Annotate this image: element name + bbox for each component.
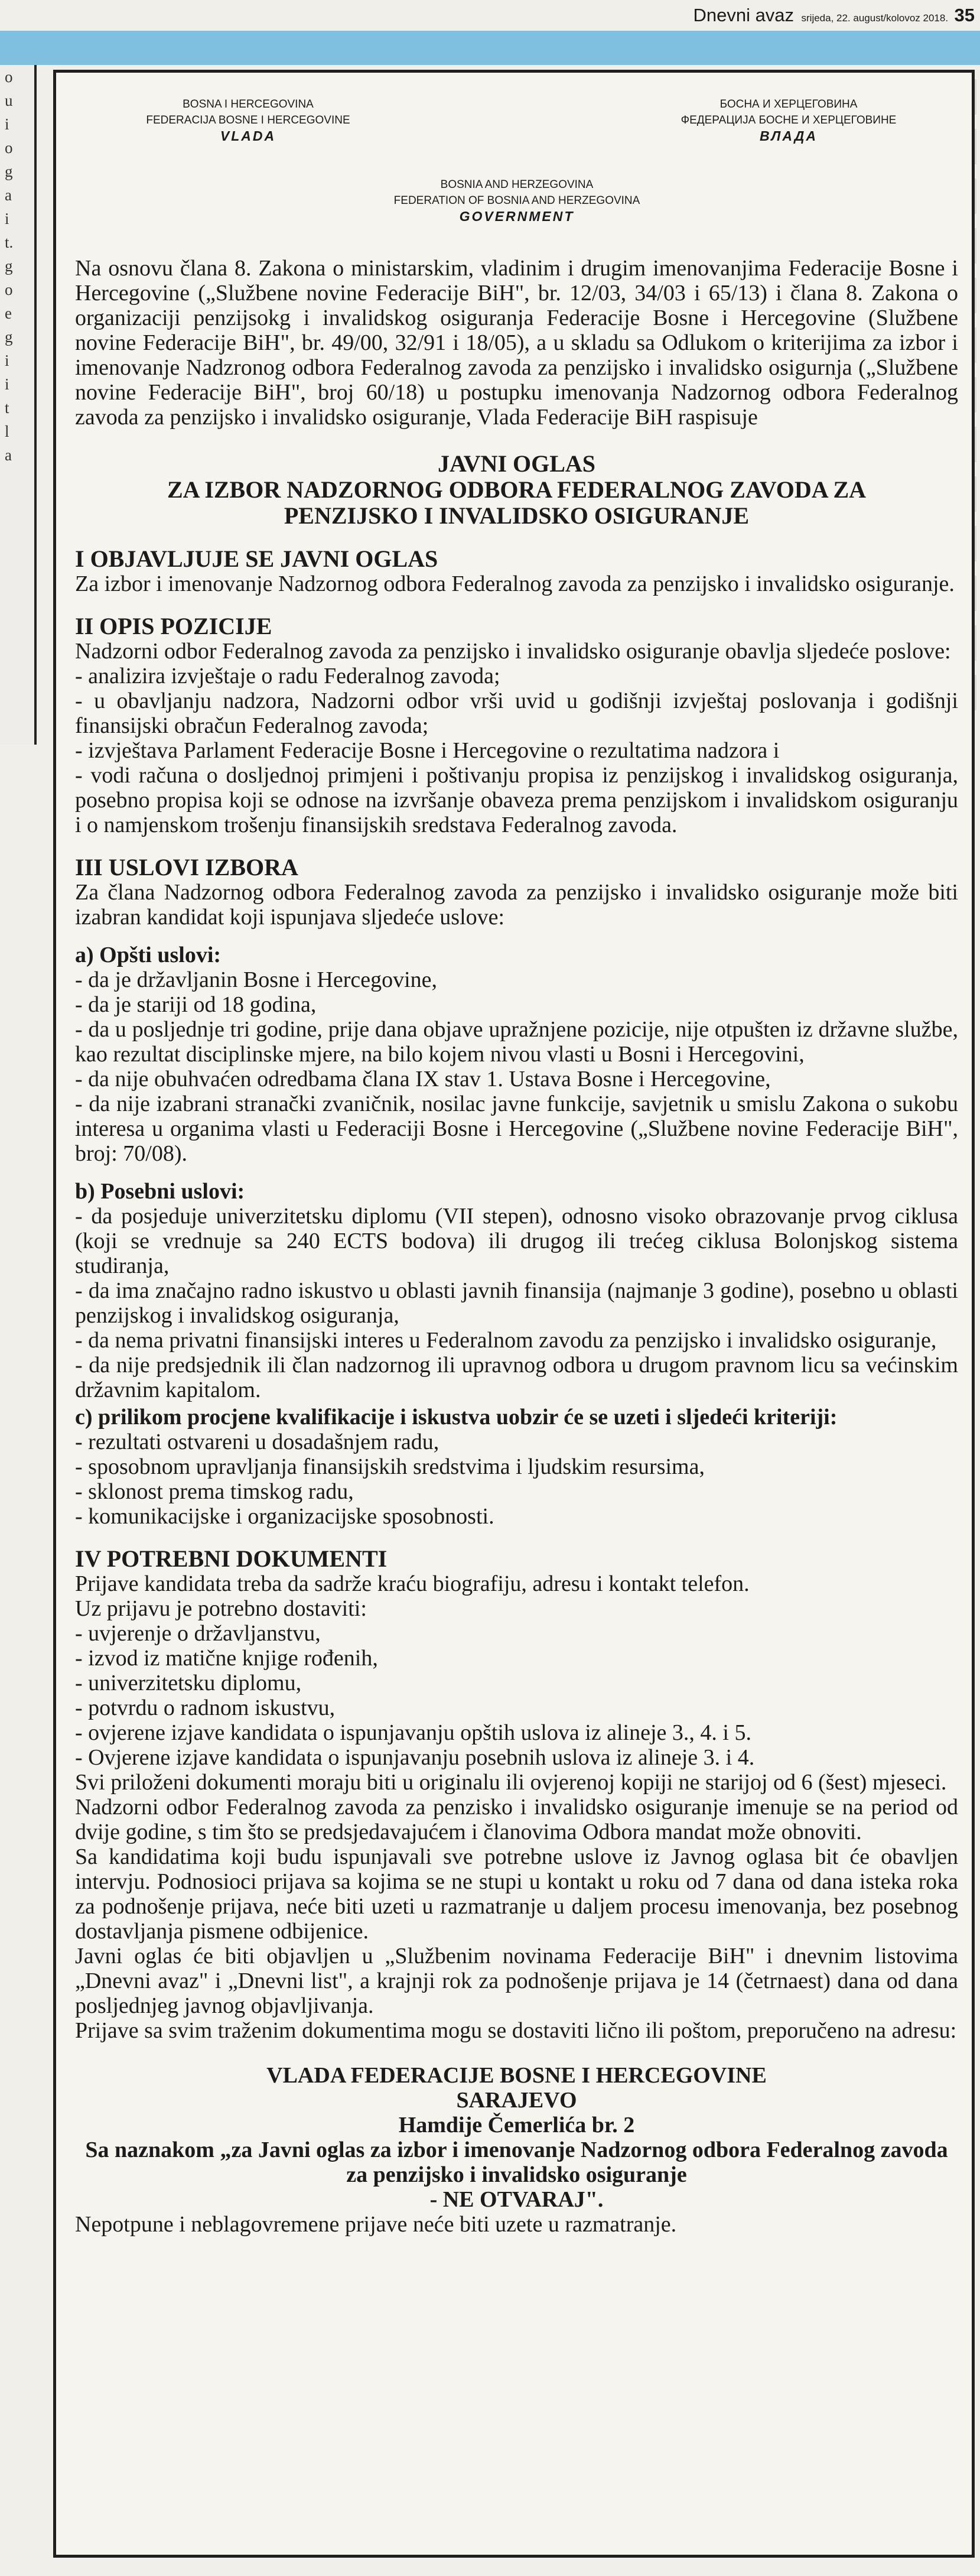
subsection-label: c) prilikom procjene kvalifikacije i iskustva uobzir će se uzeti i sljedeći kriteriji:: [75, 1405, 838, 1430]
list-item: - da nije obuhvaćen odredbama člana IX stav 1. Ustava Bosne i Hercegovine,: [75, 1067, 771, 1092]
margin-letter: i: [5, 210, 9, 228]
header-latin: [56, 96, 440, 144]
list-item: - komunikacijske i organizacijske sposobnosti.: [75, 1504, 494, 1529]
header-country: БОСНА И ХЕРЦЕГОВИНА: [719, 98, 858, 111]
list-item: - rezultati ostvareni u dosadašnjem radu,: [75, 1430, 439, 1454]
closing-note: Nepotpune i neblagovremene prijave neće biti uzete u razmatranje.: [75, 2212, 677, 2237]
list-item: - sposobnom upravljanja finansijskih sredstvima i ljudskim resursima,: [75, 1454, 705, 1479]
address-line: Hamdije Čemerlića br. 2: [398, 2113, 635, 2138]
margin-letter: g: [5, 163, 13, 180]
margin-letter: t: [5, 399, 9, 417]
blue-header-bar: [0, 31, 980, 65]
newspaper-name: Dnevni avaz: [693, 5, 795, 25]
list-item: - Ovjerene izjave kandidata o ispunjavanju posebnih uslova iz alineje 3. i 4.: [75, 1745, 755, 1770]
issue-date: srijeda, 22. august/kolovoz 2018.: [801, 12, 949, 24]
header-country: BOSNA I HERCEGOVINA: [183, 98, 314, 111]
header-country: BOSNIA AND HERZEGOVINA: [440, 178, 594, 191]
section-line: Sa kandidatima koji budu ispunjavali sve potrebne uslove iz Javnog oglasa bit će obavljen intervju. Podnosioci prijava sa kojima se ne stupi u kontakt u roku od 7 dana od dana isteka roka za podnošenje prijava, neće biti uzeti u razmatranje u daljem procesu imenovanja, bez posebnog dostavljanja pismene odbijenice.: [75, 1844, 958, 1944]
section-line: Javni oglas će biti objavljen u „Službenim novinama Federacije BiH" i dnevnim listovima „Dnevni avaz" i „Dnevni list", a krajnji rok za podnošenje prijava je 14 (četrnaest) dana od dana posljednjeg javnog objavljivanja.: [75, 1944, 958, 2018]
margin-letter: o: [5, 281, 13, 298]
margin-letter: e: [5, 304, 12, 322]
list-item: - da posjeduje univerzitetsku diplomu (VII stepen), odnosno visoko obrazovanje prvog ciklusa (koji se vrednuje sa 240 ECTS bodova) ili drugog ili trećeg ciklusa Bolonjskog sistema studiranja,: [75, 1204, 958, 1278]
list-item: - uvjerenje o državljanstvu,: [75, 1621, 321, 1646]
section-line: Nadzorni odbor Federalnog zavoda za penzijsko i invalidsko osiguranje obavlja sljedeće poslove:: [75, 639, 951, 664]
margin-letter: a: [5, 446, 12, 464]
intro-paragraph: Na osnovu člana 8. Zakona o ministarskim, vladinim i drugim imenovanjima Federacije Bosne i Hercegovine („Službene novine Federacije BiH", br. 12/03, 34/03 i 65/13) i člana 8. Zakona o organizaciji penzijsokg i invalidskog osiguranja Federacije Bosne i Hercegovine (Službene novine Federacije BiH", br. 49/00, 32/91 i 18/05), a u skladu sa Odlukom o kriterijima za izbor i imenovanje Nadzronog odbora Federalnog zavoda za penzijsko i invalidsko osigurnja („Službene novine Federacije BiH", broj 60/18) u postupku imenovanja Nadzornog odbora Federalnog zavoda za penzijsko i invalidsko osiguranje, Vlada Federacije BiH raspisuje: [75, 256, 958, 430]
margin-letter: g: [5, 257, 13, 275]
title-line: JAVNI OGLAS: [437, 450, 596, 477]
header-government: GOVERNMENT: [459, 209, 575, 224]
section-line: Prijave kandidata treba da sadrže kraću biografiju, adresu i kontakt telefon.: [75, 1571, 750, 1596]
list-item: - izvještava Parlament Federacije Bosne i Hercegovine o rezultatima nadzora i: [75, 738, 780, 763]
address-line: VLADA FEDERACIJE BOSNE I HERCEGOVINE: [266, 2063, 767, 2088]
list-item: - da je državljanin Bosne i Hercegovine,: [75, 967, 438, 992]
address-line: SARAJEVO: [456, 2088, 577, 2113]
public-notice-advertisement: [53, 70, 975, 2558]
list-item: - u obavljanju nadzora, Nadzorni odbor vrši uvid u godišnji izvještaj poslovanja i godišnji finansijski obračun Federalnog zavoda;: [75, 688, 958, 738]
list-item: - vodi računa o dosljednoj primjeni i poštivanju propisa iz penzijskog i invalidskog osiguranja, posebno propisa koji se odnose na izvršanje obaveza prema penzijskom i invalidskom osiguranju i o namjenskom trošenju finansijskih sredstava Federalnog zavoda.: [75, 763, 958, 837]
notice-body: [75, 256, 958, 2237]
list-item: - univerzitetsku diplomu,: [75, 1671, 302, 1695]
section-line: Nadzorni odbor Federalnog zavoda za penzisko i invalidsko osiguranje imenuje se na period od dvije godine, s tim što se predsjedavajućem i članovima Odbora mandat može obnoviti.: [75, 1795, 958, 1844]
margin-letter: i: [5, 115, 9, 133]
section-text: Za člana Nadzornog odbora Federalnog zavoda za penzijsko i invalidsko osiguranje može biti izabran kandidat koji ispunjava sljedeće uslove:: [75, 880, 958, 930]
list-item: - da u posljednje tri godine, prije dana objave upražnjene pozicije, nije otpušten iz državne službe, kao rezultat disciplinske mjere, na bilo kojem nivou vlasti u Bosni i Hercegovini,: [75, 1017, 958, 1067]
list-item: - da nema privatni finansijski interes u Federalnom zavodu za penzijsko i invalidsko osiguranje,: [75, 1328, 937, 1353]
section-text: Za izbor i imenovanje Nadzornog odbora Federalnog zavoda za penzijsko i invalidsko osiguranje.: [75, 571, 955, 596]
page-number: 35: [954, 5, 975, 25]
list-item: - potvrdu o radnom iskustvu,: [75, 1695, 336, 1720]
list-item: - da nije izabrani stranački zvaničnik, nosilac javne funkcije, savjetnik u smislu Zakona o sukobu interesa u organima vlasti u Federaciji Bosne i Hercegovine („Službene novine Federacije BiH", broj: 70/08).: [75, 1092, 958, 1166]
subsection-label: a) Opšti uslovi:: [75, 943, 222, 967]
section-line: Uz prijavu je potrebno dostaviti:: [75, 1596, 367, 1621]
section-line: Prijave sa svim traženim dokumentima mogu se dostaviti lično ili poštom, preporučeno na adresu:: [75, 2018, 957, 2043]
list-item: - izvod iz matične knjige rođenih,: [75, 1646, 378, 1671]
submission-address: [75, 2063, 958, 2212]
list-item: - analizira izvještaje o radu Federalnog zavoda;: [75, 664, 500, 688]
title-line: PENZIJSKO I INVALIDSKO OSIGURANJE: [284, 502, 750, 529]
header-federation: ФЕДЕРАЦИЈА БОСНЕ И ХЕРЦЕГОВИНЕ: [681, 114, 897, 126]
header-federation: FEDERATION OF BOSNIA AND HERZEGOVINA: [393, 194, 640, 207]
address-line: Sa naznakom „za Javni oglas za izbor i imenovanje Nadzornog odbora Federalnog zavoda za penzijsko i invalidsko osiguranje: [85, 2138, 948, 2187]
margin-letter: l: [5, 423, 9, 440]
header-government: VLADA: [220, 128, 276, 144]
notice-title: [75, 451, 958, 529]
list-item: - da nije predsjednik ili član nadzornog ili upravnog odbora u drugom pravnom licu sa većinskim državnim kapitalom.: [75, 1353, 958, 1402]
address-line: - NE OTVARAJ".: [429, 2187, 604, 2212]
section-heading: III USLOVI IZBORA: [75, 854, 298, 881]
margin-letter: o: [5, 68, 13, 86]
left-margin-column: [0, 65, 37, 745]
section-heading: IV POTREBNI DOKUMENTI: [75, 1545, 388, 1572]
list-item: - da je stariji od 18 godina,: [75, 992, 317, 1017]
margin-letter: u: [5, 92, 13, 109]
list-item: - da ima značajno radno iskustvo u oblasti javnih finansija (najmanje 3 godine), posebno u oblasti penzijskog i invalidskog osiguranja,: [75, 1278, 958, 1328]
title-line: ZA IZBOR NADZORNOG ODBORA FEDERALNOG ZAVODA ZA: [167, 476, 867, 503]
margin-letter: g: [5, 328, 13, 346]
section-heading: II OPIS POZICIJE: [75, 613, 272, 639]
margin-letter: t.: [5, 233, 14, 251]
margin-letter: a: [5, 186, 12, 204]
subsection-label: b) Posebni uslovi:: [75, 1179, 245, 1204]
margin-letter: i: [5, 375, 9, 393]
list-item: - sklonost prema timskog radu,: [75, 1479, 354, 1504]
section-line: Svi priloženi dokumenti moraju biti u originalu ili ovjerenoj kopiji ne starijoj od 6 (šest) mjeseci.: [75, 1770, 947, 1795]
header-english: [292, 177, 741, 225]
header-cyrillic: [623, 96, 954, 144]
margin-letter: i: [5, 352, 9, 369]
header-federation: FEDERACIJA BOSNE I HERCEGOVINE: [146, 114, 350, 126]
header-government: ВЛАДА: [759, 128, 818, 144]
margin-letter: o: [5, 139, 13, 157]
section-heading: I OBJAVLJUJE SE JAVNI OGLAS: [75, 545, 438, 572]
newspaper-masthead: [597, 5, 975, 28]
list-item: - ovjerene izjave kandidata o ispunjavanju opštih uslova iz alineje 3., 4. i 5.: [75, 1720, 751, 1745]
